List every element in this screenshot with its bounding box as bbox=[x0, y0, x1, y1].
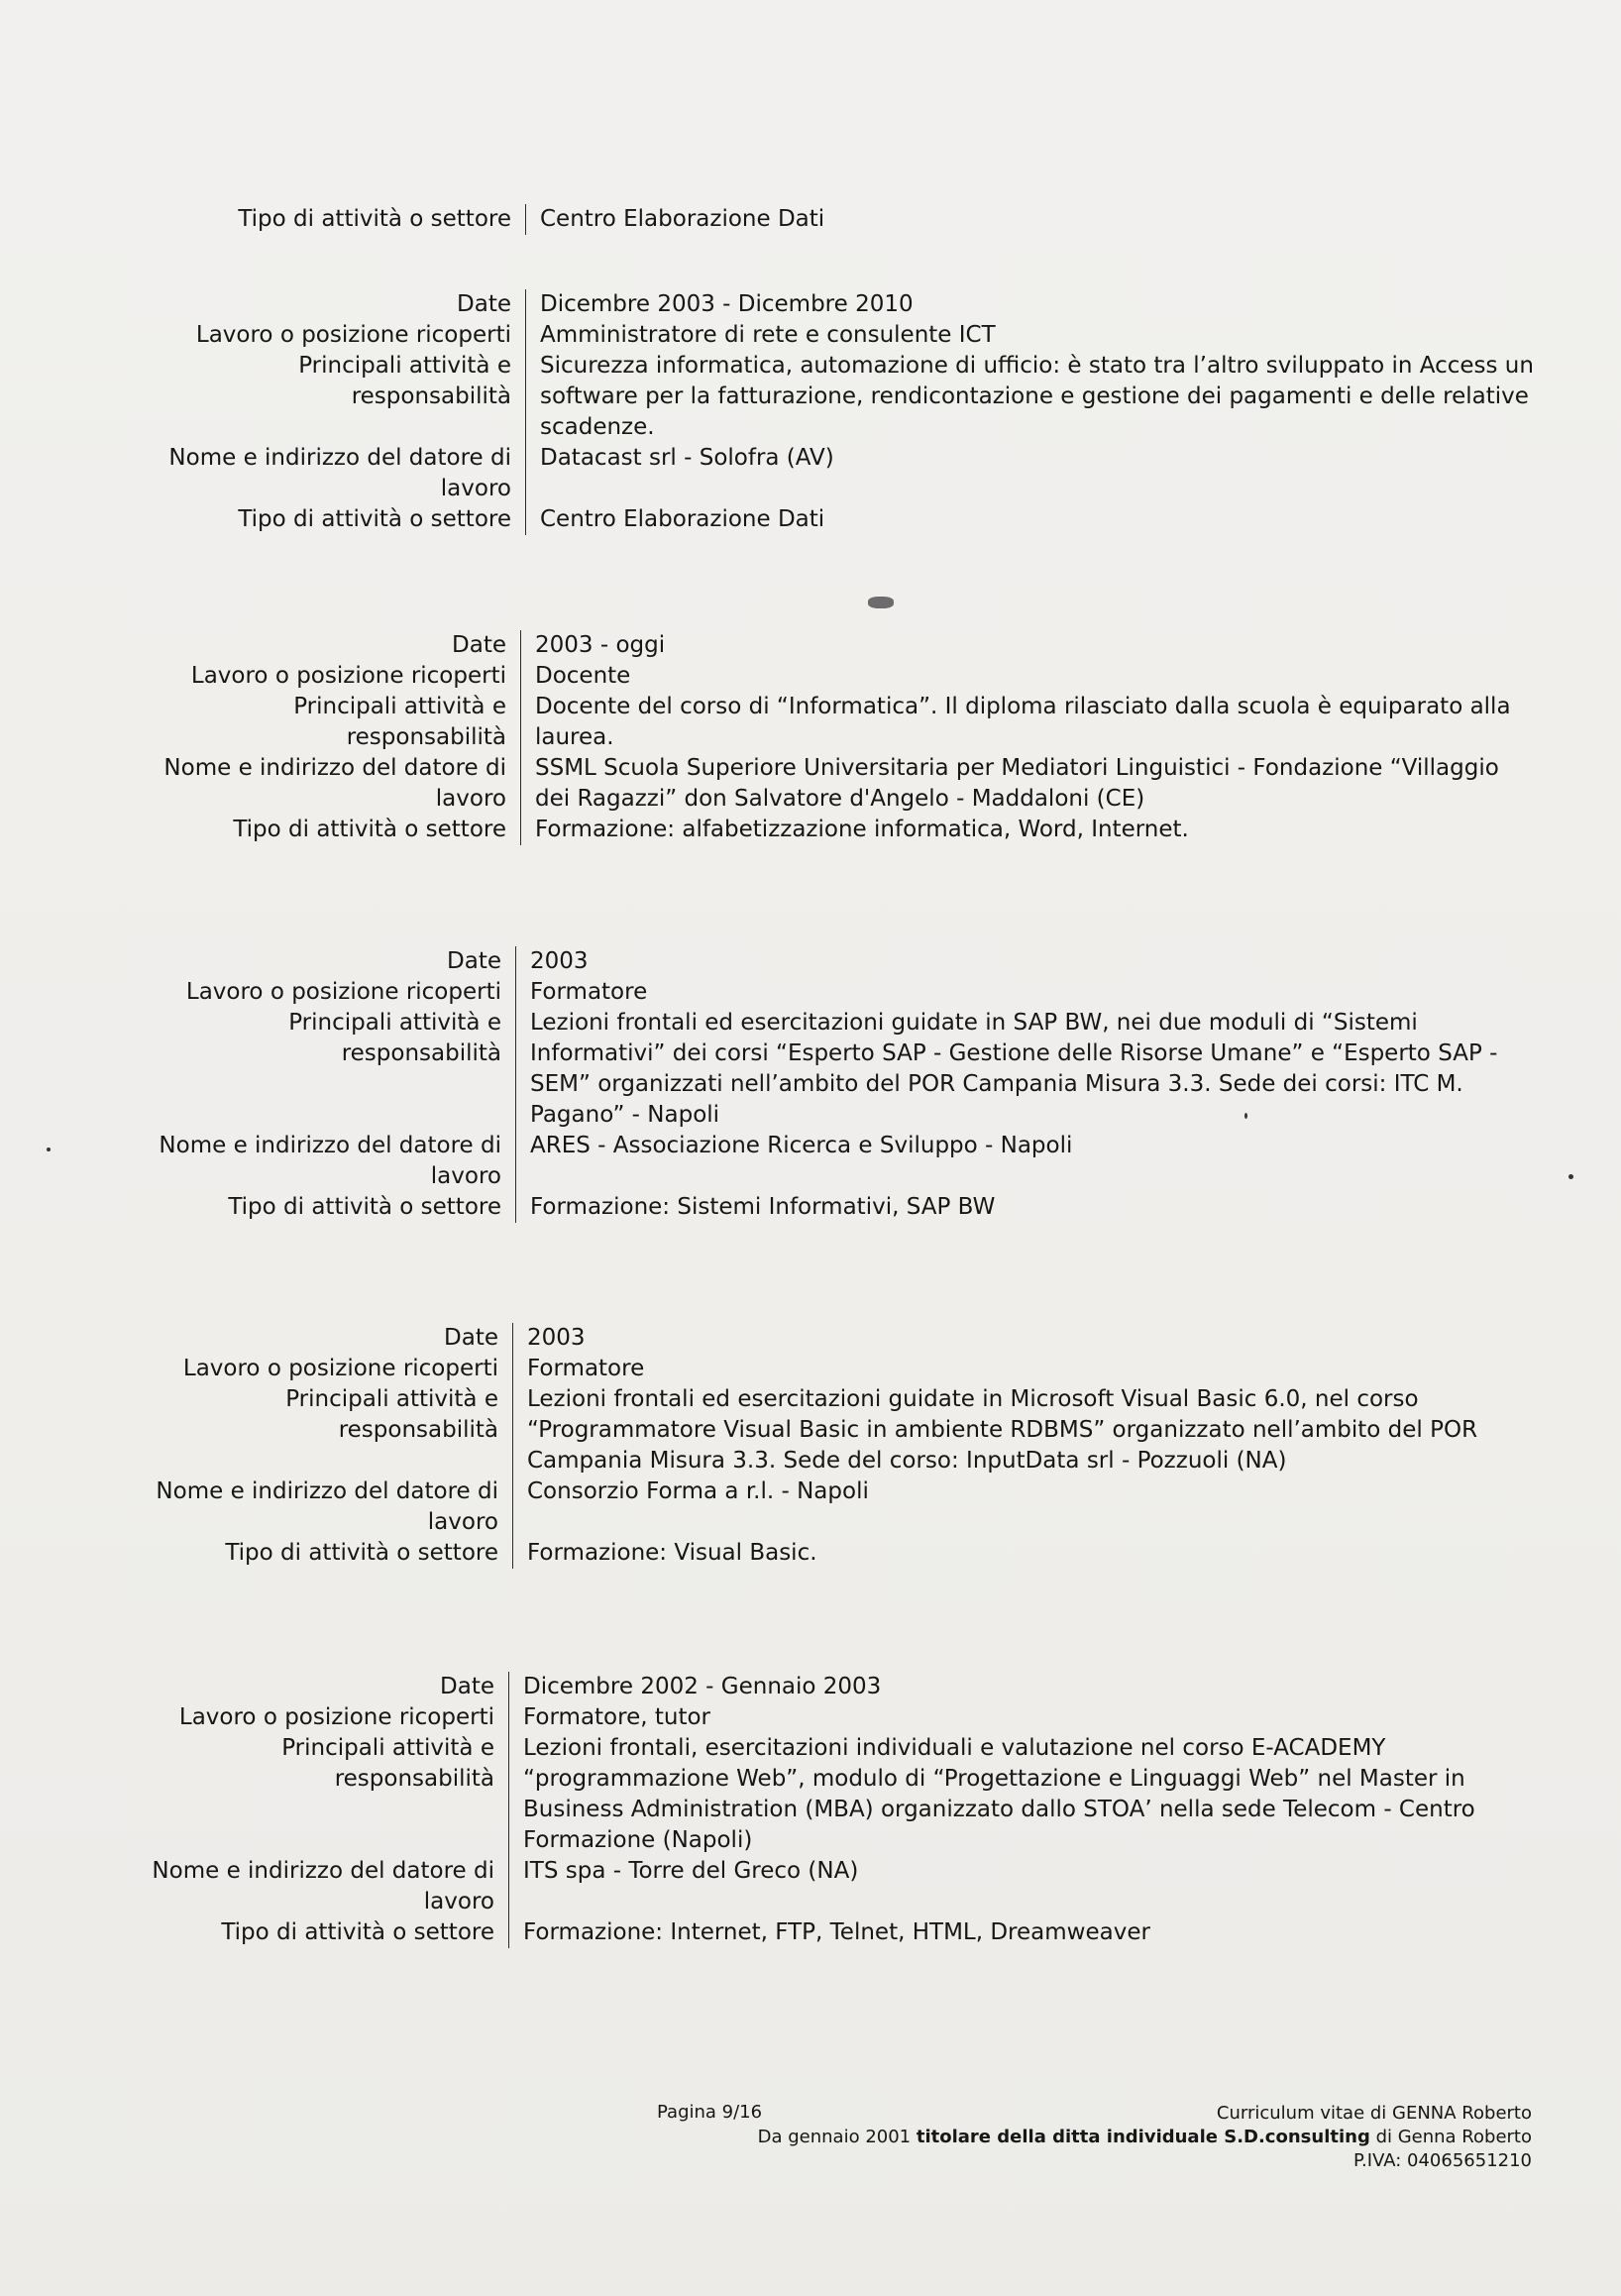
cv-row-sector bbox=[149, 504, 1536, 535]
cv-row-employer bbox=[139, 1131, 1526, 1192]
row-label: Tipo di attività o settore bbox=[238, 206, 511, 232]
row-label: Nome e indirizzo del datore di lavoro bbox=[159, 1133, 501, 1189]
cv-row-employer bbox=[144, 753, 1531, 815]
footer-info bbox=[640, 2102, 1532, 2173]
cv-row-date bbox=[136, 1323, 1523, 1354]
cv-row-position bbox=[132, 1702, 1519, 1733]
row-label: Nome e indirizzo del datore di lavoro bbox=[168, 445, 511, 501]
row-label: Lavoro o posizione ricoperti bbox=[195, 322, 511, 348]
row-label: Principali attività e responsabilità bbox=[285, 1386, 498, 1443]
scan-speck bbox=[47, 1148, 51, 1151]
cv-entry-4 bbox=[136, 1323, 1523, 1569]
row-value: Formatore bbox=[515, 977, 1526, 1008]
cv-row-activities bbox=[136, 1384, 1523, 1476]
row-value: Formazione: alfabetizzazione informatica, Word, Internet. bbox=[520, 815, 1531, 845]
row-value: Amministratore di rete e consulente ICT bbox=[525, 320, 1536, 351]
cv-row-date bbox=[132, 1672, 1519, 1702]
row-value: Sicurezza informatica, automazione di ufficio: è stato tra l’altro sviluppato in Access un software per la fatturazione, rendicontazione e gestione dei pagamenti e delle relative scadenze. bbox=[525, 351, 1536, 443]
cv-row-position bbox=[136, 1354, 1523, 1384]
row-label: Lavoro o posizione ricoperti bbox=[182, 1356, 498, 1381]
row-label: Nome e indirizzo del datore di lavoro bbox=[163, 755, 506, 812]
row-label: Lavoro o posizione ricoperti bbox=[185, 979, 501, 1005]
footer-cv-title: Curriculum vitae di GENNA Roberto bbox=[1216, 2103, 1532, 2124]
row-label: Date bbox=[457, 291, 511, 317]
row-value: Docente bbox=[520, 661, 1531, 692]
row-value: Formazione: Internet, FTP, Telnet, HTML, Dreamweaver bbox=[508, 1917, 1519, 1948]
scan-speck bbox=[868, 597, 894, 608]
row-label: Date bbox=[444, 1325, 498, 1351]
row-label: Tipo di attività o settore bbox=[221, 1919, 494, 1945]
row-value: Formazione: Visual Basic. bbox=[512, 1538, 1523, 1569]
cv-entry-3 bbox=[139, 946, 1526, 1223]
row-value: Lezioni frontali ed esercitazioni guidate in Microsoft Visual Basic 6.0, nel corso “Programmatore Visual Basic in ambiente RDBMS” organizzato nell’ambito del POR Campania Misura 3.3. Sede del corso: InputData srl - Pozzuoli (NA) bbox=[512, 1384, 1523, 1476]
cv-row bbox=[149, 204, 1536, 235]
row-value: Consorzio Forma a r.l. - Napoli bbox=[512, 1476, 1523, 1538]
row-value: Formatore bbox=[512, 1354, 1523, 1384]
cv-row-position bbox=[144, 661, 1531, 692]
cv-entry-0 bbox=[149, 204, 1536, 235]
row-value: Lezioni frontali ed esercitazioni guidate in SAP BW, nei due moduli di “Sistemi Informativi” dei corsi “Esperto SAP - Gestione delle Risorse Umane” e “Esperto SAP - SEM” organizzati nell’ambito del POR Campania Misura 3.3. Sede dei corsi: ITC M. Pagano” - Napoli bbox=[515, 1008, 1526, 1131]
cv-row-activities bbox=[144, 692, 1531, 753]
row-value: Formatore, tutor bbox=[508, 1702, 1519, 1733]
row-value: ARES - Associazione Ricerca e Sviluppo - Napoli bbox=[515, 1131, 1526, 1192]
footer-piva: P.IVA: 04065651210 bbox=[1353, 2150, 1532, 2171]
row-value: ITS spa - Torre del Greco (NA) bbox=[508, 1856, 1519, 1917]
row-label: Lavoro o posizione ricoperti bbox=[178, 1704, 494, 1730]
cv-row-sector bbox=[139, 1192, 1526, 1223]
cv-entry-1 bbox=[149, 289, 1536, 535]
row-value: Docente del corso di “Informatica”. Il diploma rilasciato dalla scuola è equiparato alla laurea. bbox=[520, 692, 1531, 753]
row-value: Centro Elaborazione Dati bbox=[525, 504, 1536, 535]
cv-row-activities bbox=[139, 1008, 1526, 1131]
cv-row-employer bbox=[132, 1856, 1519, 1917]
row-label: Date bbox=[440, 1674, 494, 1699]
row-value: Centro Elaborazione Dati bbox=[525, 204, 1536, 235]
row-value: 2003 - oggi bbox=[520, 630, 1531, 661]
row-value: Dicembre 2003 - Dicembre 2010 bbox=[525, 289, 1536, 320]
footer-line-suffix: di Genna Roberto bbox=[1369, 2127, 1532, 2147]
row-label: Date bbox=[452, 632, 506, 658]
cv-row-date bbox=[139, 946, 1526, 977]
row-label: Tipo di attività o settore bbox=[228, 1194, 501, 1220]
row-label: Lavoro o posizione ricoperti bbox=[190, 663, 506, 689]
cv-row-position bbox=[139, 977, 1526, 1008]
row-label: Principali attività e responsabilità bbox=[288, 1010, 501, 1066]
cv-row-employer bbox=[149, 443, 1536, 504]
footer-line-bold: titolare della ditta individuale S.D.consulting bbox=[916, 2127, 1370, 2147]
cv-row-position bbox=[149, 320, 1536, 351]
row-label: Nome e indirizzo del datore di lavoro bbox=[156, 1478, 498, 1535]
cv-row-employer bbox=[136, 1476, 1523, 1538]
row-label: Nome e indirizzo del datore di lavoro bbox=[152, 1858, 494, 1914]
footer-line-prefix: Da gennaio 2001 bbox=[757, 2127, 917, 2147]
cv-row-date bbox=[144, 630, 1531, 661]
row-label: Tipo di attività o settore bbox=[238, 506, 511, 532]
cv-row-activities bbox=[132, 1733, 1519, 1856]
scan-speck bbox=[1244, 1113, 1247, 1119]
cv-row-activities bbox=[149, 351, 1536, 443]
row-label: Tipo di attività o settore bbox=[233, 817, 506, 842]
cv-row-date bbox=[149, 289, 1536, 320]
row-label: Principali attività e responsabilità bbox=[298, 353, 511, 409]
row-value: Lezioni frontali, esercitazioni individuali e valutazione nel corso E-ACADEMY “programmazione Web”, modulo di “Progettazione e Linguaggi Web” nel Master in Business Administration (MBA) organizzato dallo STOA’ nella sede Telecom - Centro Formazione (Napoli) bbox=[508, 1733, 1519, 1856]
row-value: 2003 bbox=[515, 946, 1526, 977]
row-value: 2003 bbox=[512, 1323, 1523, 1354]
row-value: SSML Scuola Superiore Universitaria per Mediatori Linguistici - Fondazione “Villaggio dei Ragazzi” don Salvatore d'Angelo - Maddaloni (CE) bbox=[520, 753, 1531, 815]
cv-entry-2 bbox=[144, 630, 1531, 845]
row-value: Datacast srl - Solofra (AV) bbox=[525, 443, 1536, 504]
cv-row-sector bbox=[132, 1917, 1519, 1948]
page-number: Pagina 9/16 bbox=[657, 2102, 763, 2123]
cv-entry-5 bbox=[132, 1672, 1519, 1948]
footer-company-line bbox=[640, 2126, 1532, 2149]
cv-row-sector bbox=[144, 815, 1531, 845]
row-label: Principali attività e responsabilità bbox=[281, 1735, 494, 1792]
row-label: Date bbox=[447, 948, 501, 974]
cv-row-sector bbox=[136, 1538, 1523, 1569]
scan-speck bbox=[1568, 1174, 1573, 1179]
row-label: Principali attività e responsabilità bbox=[293, 694, 506, 750]
row-value: Formazione: Sistemi Informativi, SAP BW bbox=[515, 1192, 1526, 1223]
row-value: Dicembre 2002 - Gennaio 2003 bbox=[508, 1672, 1519, 1702]
row-label: Tipo di attività o settore bbox=[225, 1540, 498, 1566]
